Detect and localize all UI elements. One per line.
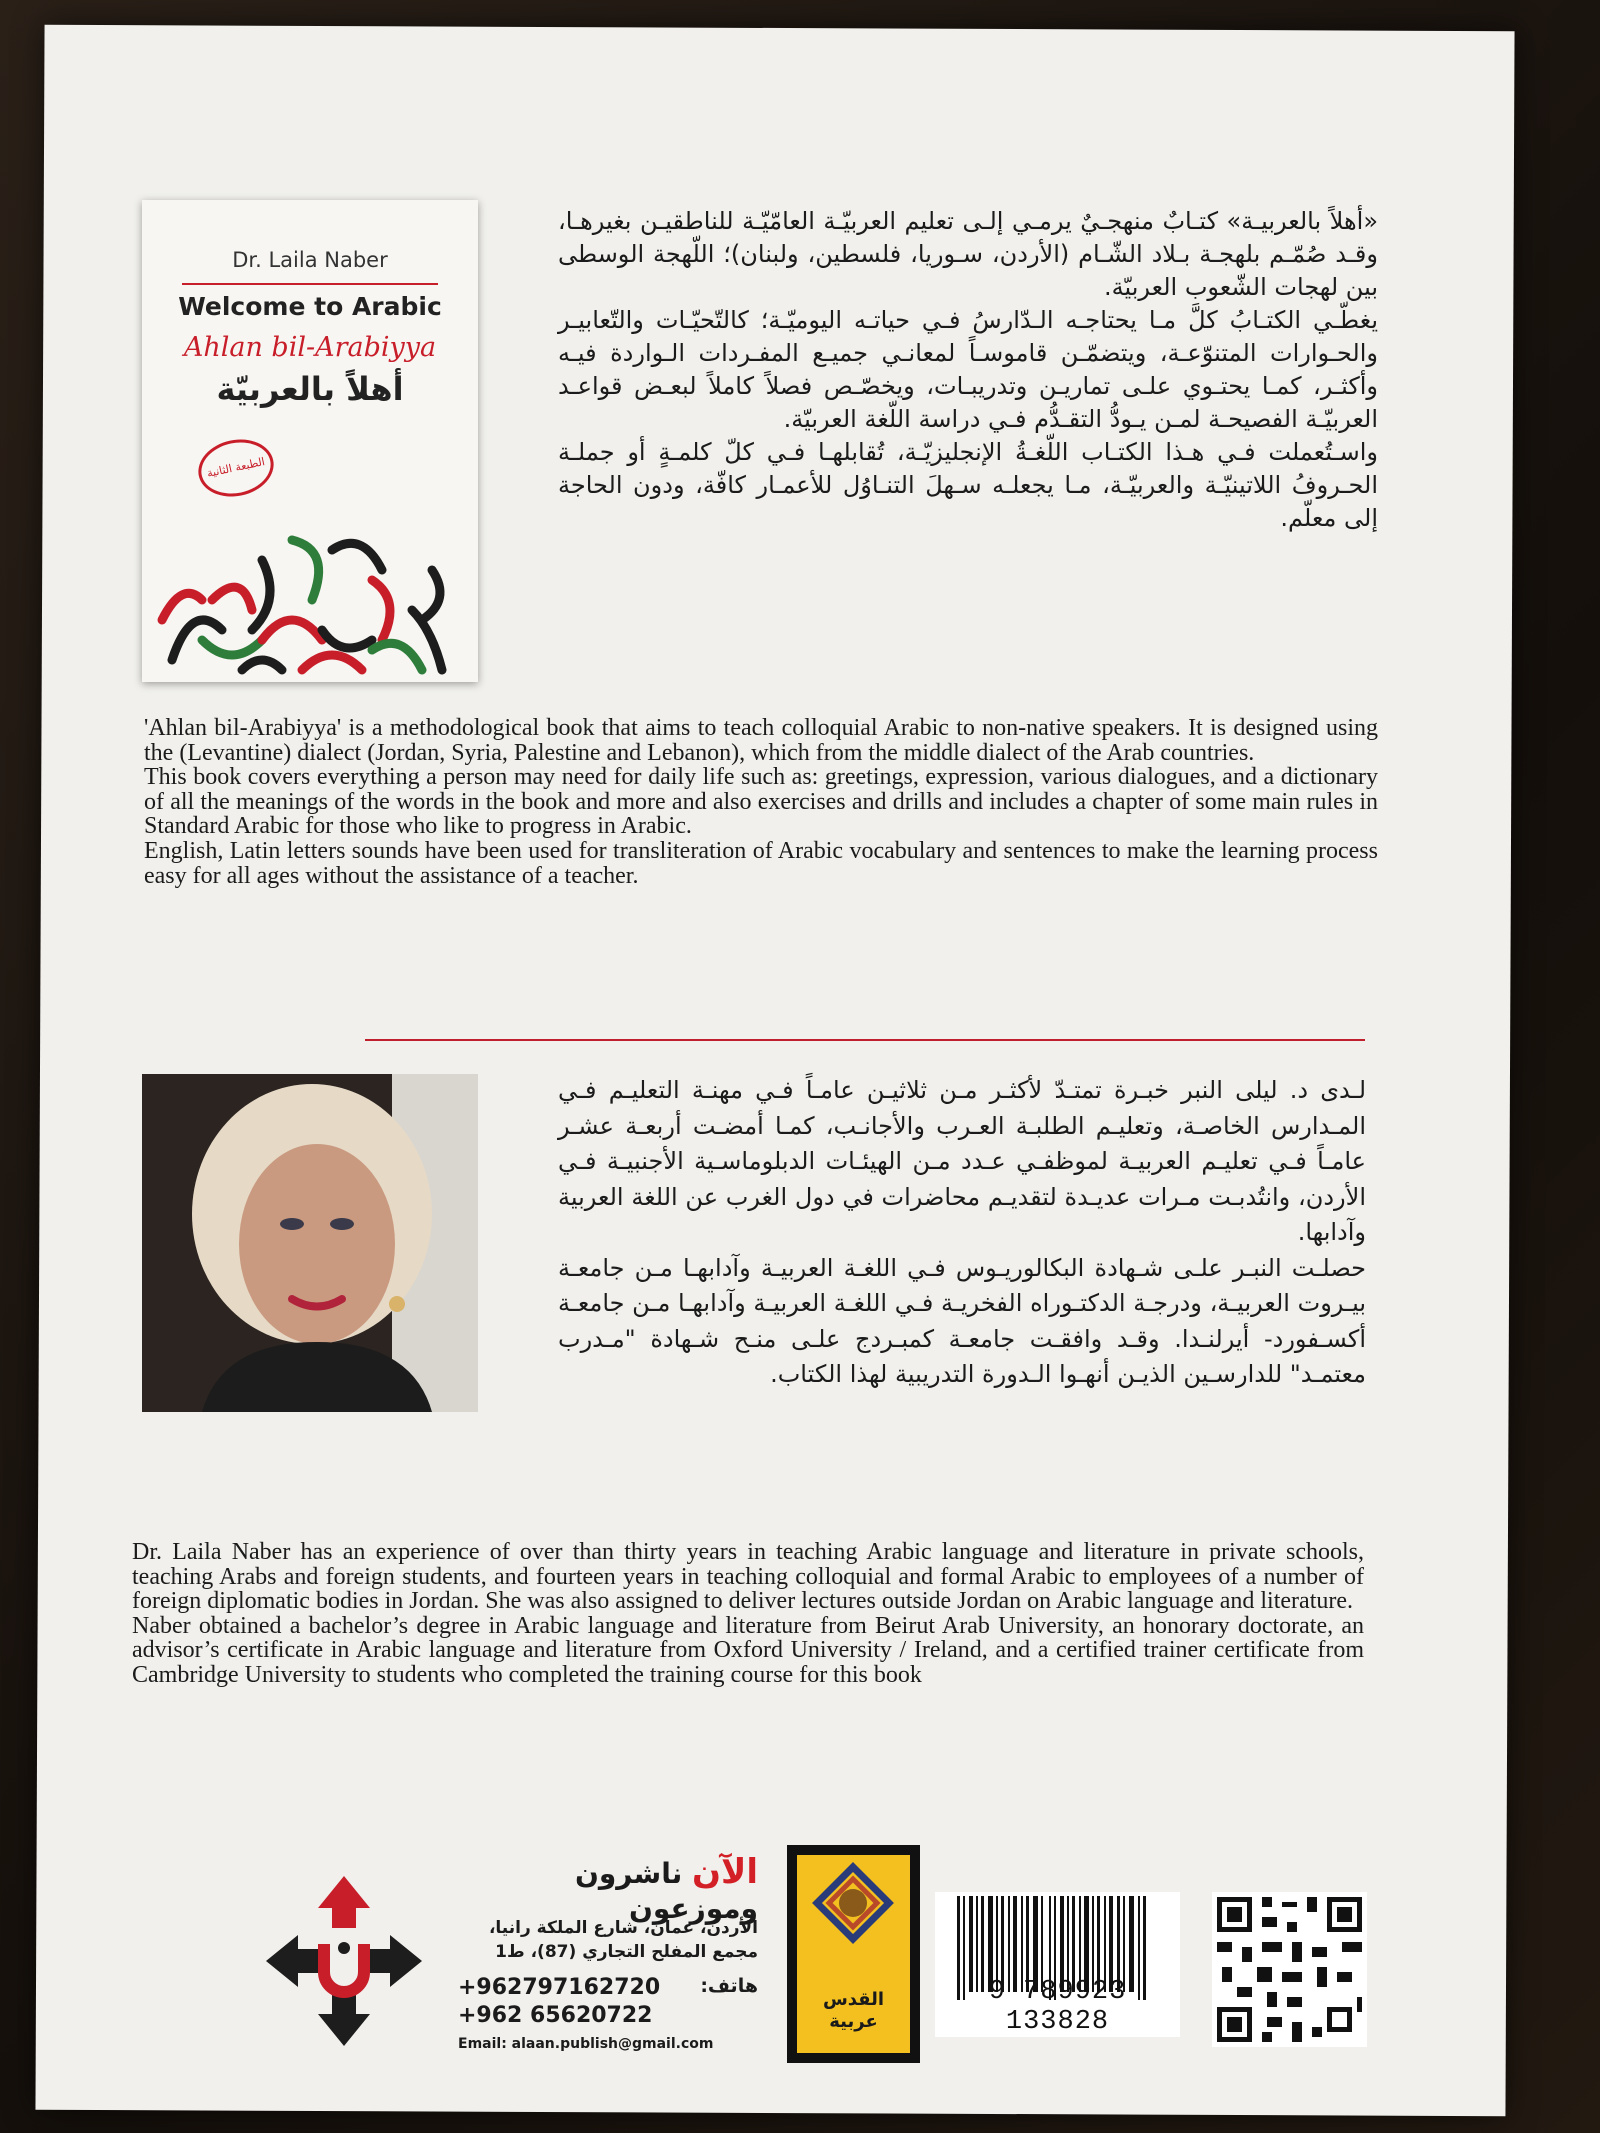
english-bio-para2: Naber obtained a bachelor’s degree in Arabic language and literature from Beirut Arab University, an honorary doctorate, an advisor’s certificate in Arabic language and literature from Oxford University / Ireland, and a certified trainer certificate from Cambridge University to students who completed the training course for this book — [132, 1612, 1364, 1688]
arabic-bio-text — [558, 1073, 1366, 1393]
publisher-name-red: الآن — [692, 1852, 758, 1892]
author-photo — [142, 1074, 478, 1412]
english-intro-para1: 'Ahlan bil-Arabiyya' is a methodological book that aims to teach colloquial Arabic to non-native speakers. It is designed using the (Levantine) dialect (Jordan, Syria, Palestine and Lebanon), which from the middle dialect of the Arab countries. — [144, 715, 1378, 766]
isbn-number: 9 789923 133828 — [988, 1977, 1127, 2037]
arabic-intro-text — [558, 205, 1378, 535]
publisher-logo-icon — [266, 1876, 422, 2046]
english-intro-para2: This book covers everything a person may need for daily life such as: greetings, expression, various dialogues, and a dictionary of all the meanings of the words in the book and more and also exercises and drills and includes a chapter of some main rules in Standard Arabic for those who like to progress in Arabic. — [144, 764, 1378, 840]
english-intro-text — [144, 716, 1378, 888]
english-bio-para1: Dr. Laila Naber has an experience of over than thirty years in teaching Arabic language and literature in private schools, teaching Arabs and foreign students, and fourteen years in teaching colloquial and formal Arabic to employees of a number of foreign diplomatic bodies in Jordan. She was also assigned to deliver lectures outside Jordan on Arabic language and literature. — [132, 1539, 1364, 1615]
arabic-intro-para2: يغطّـي الكتـابُ كلَّ مـا يحتاجـه الـدّارسُ فـي حياتـه اليوميّـة؛ كالتّحيّـات والتّعابيـر والحـوارات المتنوّعـة، ويتضمّـن قاموسـاً لمعانـي جميـع المفـردات الـواردة فيـه وأكثـر، كمـا يحتـوي علـى تماريـن وتدريبـات، ويخصّـص فصلاً كاملاً لبعـض قواعـد العربيّـة الفصيحـة لمـن يـودُّ التقـدُّم فـي دراسة اللّغة العربيّة. — [558, 306, 1378, 433]
publisher-address-line2: مجمع المفلح التجاري (87)، ط1 — [495, 1942, 758, 1962]
thumbnail-author: Dr. Laila Naber — [232, 248, 388, 272]
qr-code — [1212, 1892, 1367, 2047]
qr-code-pattern — [1212, 1892, 1367, 2047]
publisher-name-rest: ناشرون وموزعون — [574, 1857, 758, 1925]
phone-2: +962 65620722 — [458, 2003, 653, 2028]
arabic-bio-para2: حصلـت النبـر علـى شـهادة البكالوريـوس فـي اللغـة العربيـة وآدابهـا مـن جامعـة بيـروت العربيـة، ودرجـة الدكتـوراه الفخريـة فـي اللغـة العربيـة وآدابهـا مـن جامعـة أكسـفورد- أيرلنـدا. وقـد وافقـت جامعـة كمبـردج علـى منـح شـهادة "مـدرب معتمـد" للدارسـين الذيـن أنهـوا الـدورة التدريبية لهذا الكتاب. — [558, 1253, 1366, 1388]
dome-emblem-icon — [797, 1855, 910, 1975]
thumbnail-title-translit: Ahlan bil-Arabiyya — [183, 332, 437, 363]
partner-text-1: القدس — [822, 1989, 885, 2010]
partner-text-2: عربية — [829, 2011, 878, 2032]
publisher-name — [458, 1852, 758, 1925]
thumbnail-title-en: Welcome to Arabic — [178, 292, 442, 321]
isbn-barcode — [935, 1892, 1180, 2037]
publisher-phones — [458, 1975, 758, 2031]
publisher-address — [458, 1916, 758, 1964]
phone-label: هاتف: — [700, 1975, 758, 1997]
calligraphy-letters-illustration — [142, 490, 478, 682]
arabic-bio-para1: لـدى د. ليلى النبر خبـرة تمتـدّ لأكثـر مـن ثلاثيـن عامـاً فـي مهنـة التعليـم فـي المـدارس الخاصـة، وتعليـم الطلبـة العـرب والأجانـب، كمـا أمضـت أربعـة عشـر عامـاً فـي تعليـم العربيـة لموظفـي عـدد مـن الهيئـات الدبلوماسـية الأجنبيـة فـي الأردن، وانتُدبـت مـرات عديـدة لتقديـم محاضرات في دول الغرب عن اللغة العربية وآدابها. — [558, 1076, 1366, 1246]
english-bio-text — [132, 1540, 1364, 1688]
thumbnail-title-ar: أهلاً بالعربيّة — [216, 370, 404, 408]
arabic-intro-para1: «أهلاً بالعربيـة» كتـابٌ منهجـيٌ يرمـي إلـى تعليم العربيّـة العامّيّـة للناطقيـن بغيرهـا، وقـد صُمّـم بلهجـة بـلاد الشّـام (الأردن، سـوريا، فلسطين، ولبنان)؛ اللّهجة الوسطى بين لهجات الشّعوب العربيّة. — [558, 207, 1378, 301]
thumbnail-divider — [182, 283, 438, 285]
phone-1: +962797162720 — [458, 1975, 661, 2000]
edition-stamp: الطبعة الثانية — [193, 433, 279, 504]
front-cover-thumbnail — [142, 200, 478, 682]
publisher-email: Email: alaan.publish@gmail.com — [458, 2036, 714, 2052]
english-intro-para3: English, Latin letters sounds have been used for transliteration of Arabic vocabulary and sentences to make the learning process easy for all ages without the assistance of a teacher. — [144, 837, 1378, 889]
publisher-address-line1: الأردن، عمان، شارع الملكة رانيا، — [488, 1918, 758, 1938]
section-divider — [365, 1039, 1365, 1041]
arabic-intro-para3: واسـتُعملت فـي هـذا الكتـاب اللّغـةُ الإنجليزيّـة، تُقابلهـا فـي كلّ كلمـةٍ أو جملـة الحـروفُ اللاتينيّـة والعربيّـة، مـا يجعلـه سـهلَ التنـاوُل للأعمـار كافّة، ودون الحاجة إلى معلّم. — [558, 438, 1378, 532]
partner-logo — [787, 1845, 920, 2063]
